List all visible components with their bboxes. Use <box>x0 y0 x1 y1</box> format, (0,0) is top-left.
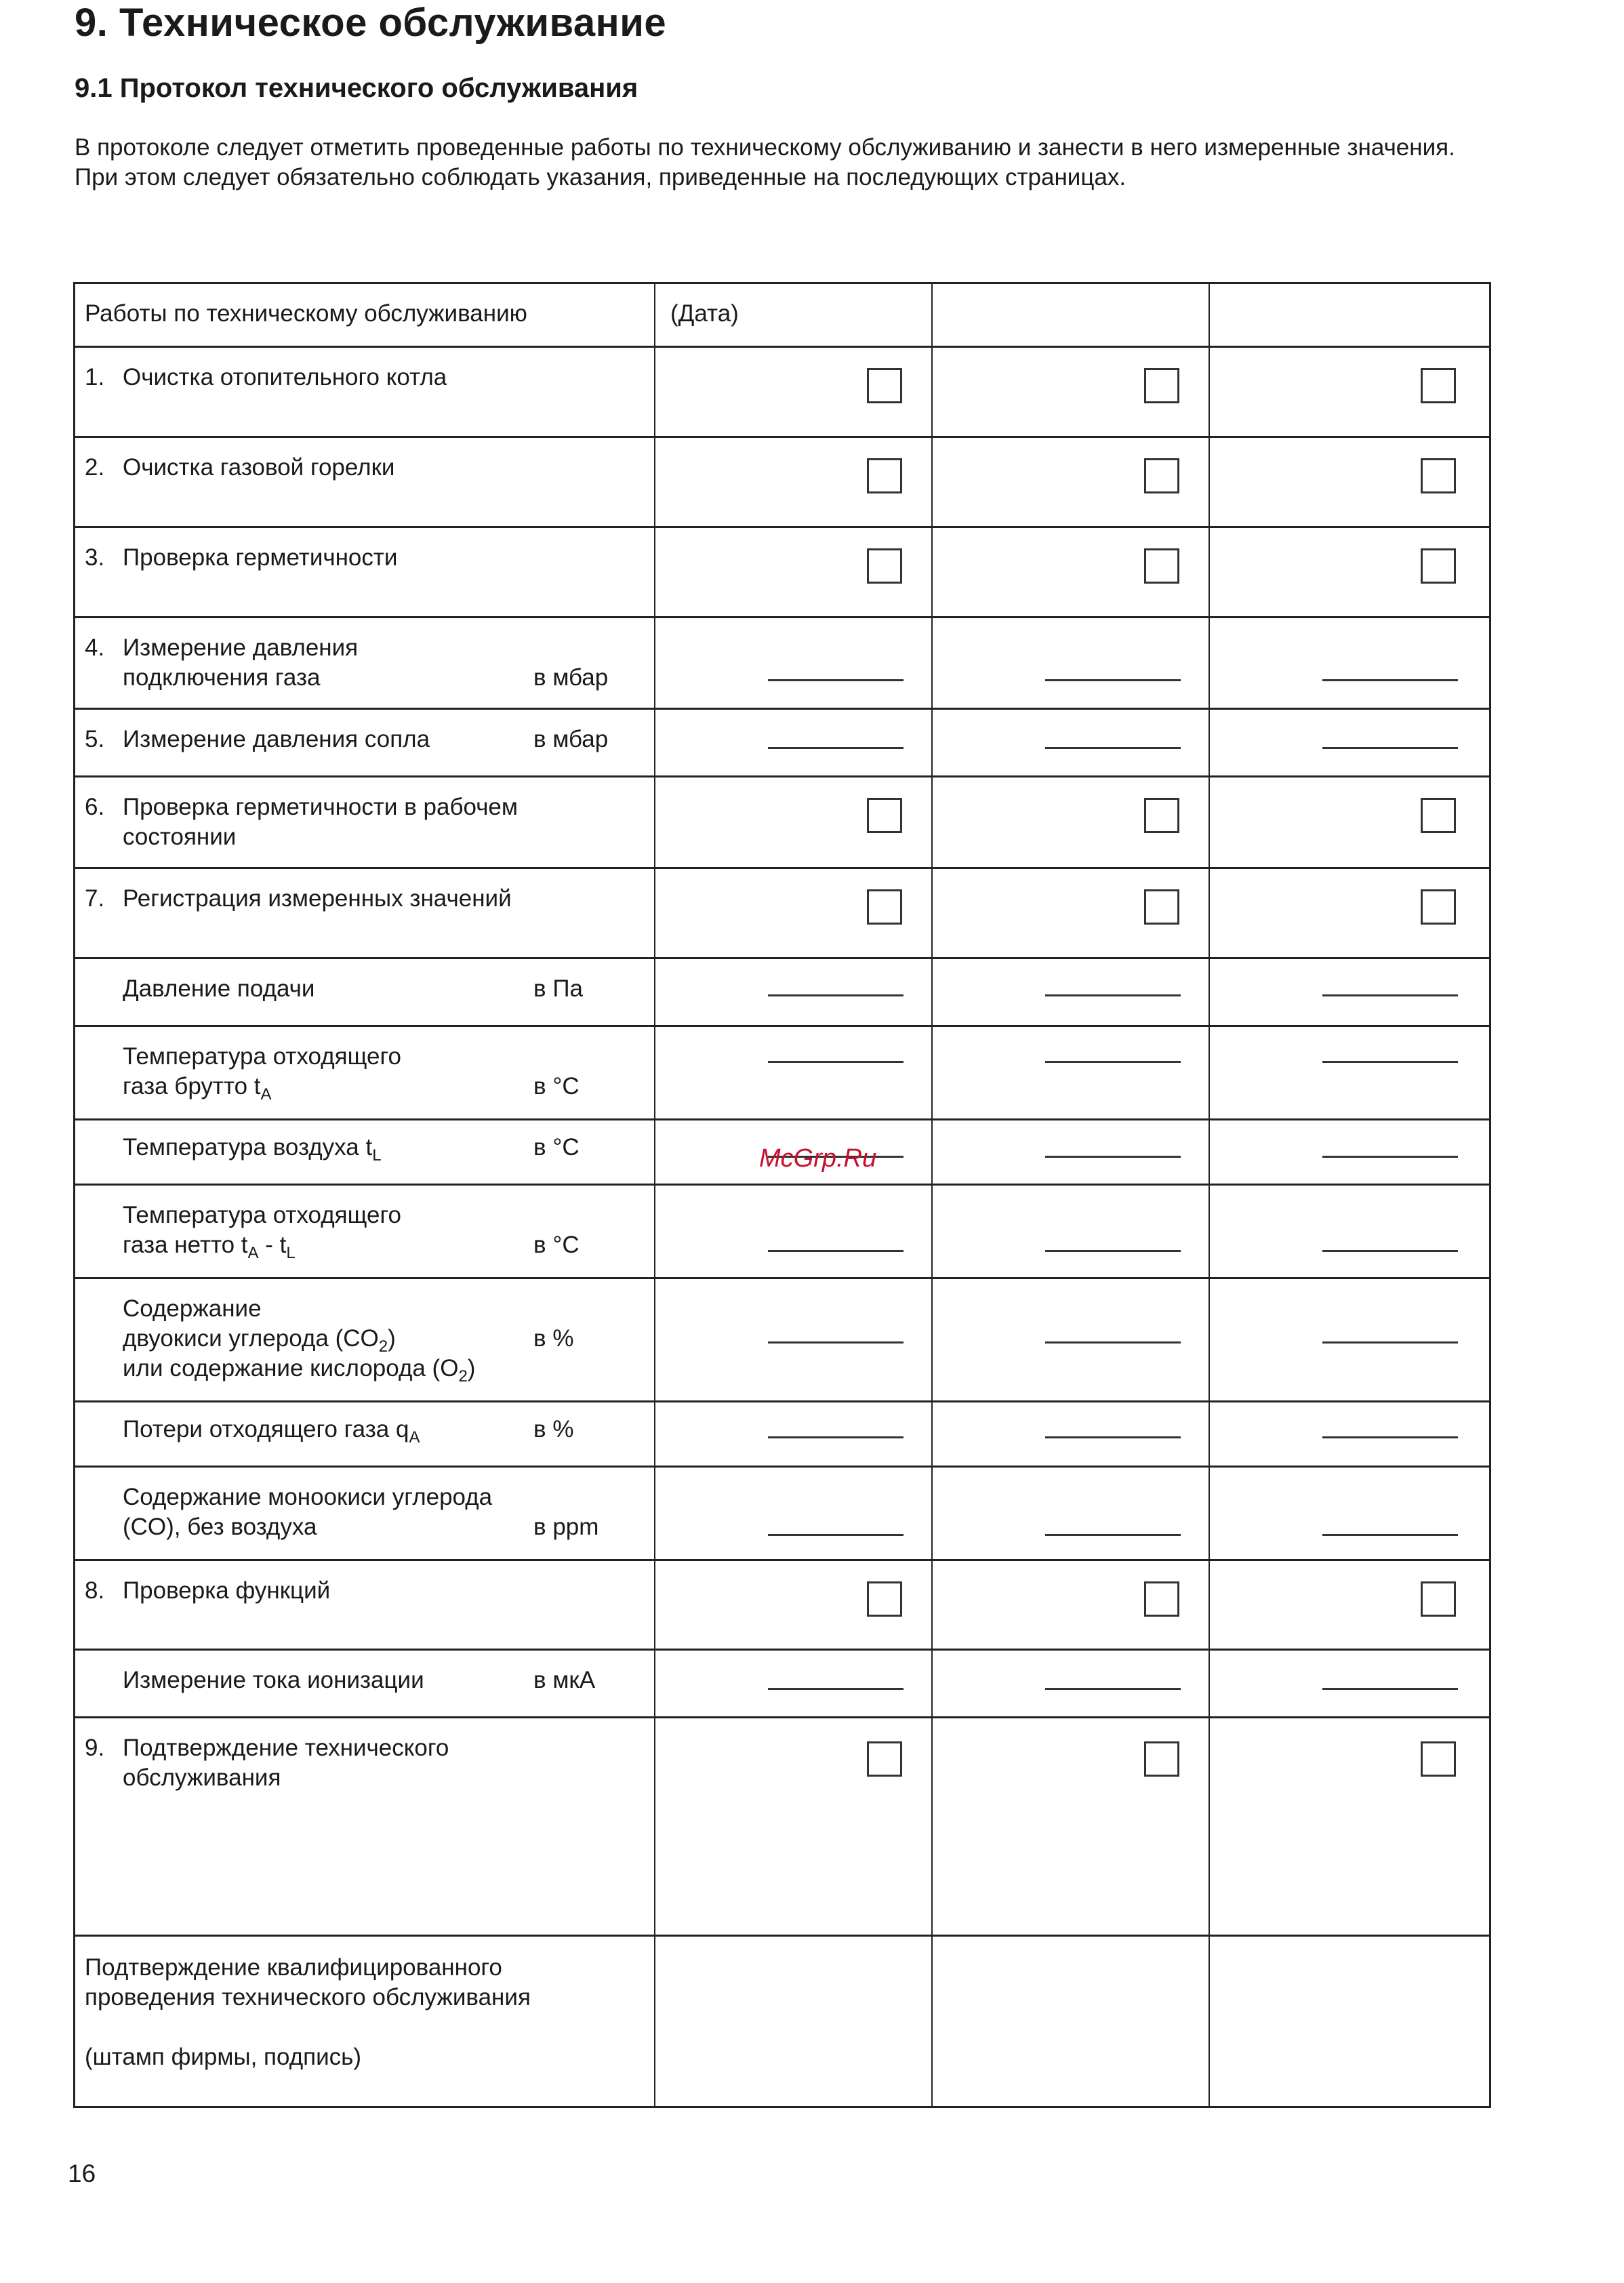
checkbox-visit-2[interactable] <box>1144 548 1179 584</box>
table-row <box>75 1402 1489 1468</box>
checkbox-visit-1[interactable] <box>867 1741 902 1777</box>
page-number: 16 <box>68 2160 96 2187</box>
table-row <box>75 618 1489 710</box>
checkbox-visit-3[interactable] <box>1421 368 1456 403</box>
table-row <box>75 777 1489 869</box>
unit-label: в °С <box>533 1232 580 1258</box>
row-label: Регистрация измеренных значений <box>123 885 512 912</box>
value-blank-visit-3[interactable] <box>1322 1534 1458 1536</box>
table-row: Содержание двуокиси углерода $(CO_2)$ или содержание кислорода $(O_2)$ в % <box>75 1279 1489 1402</box>
value-blank-visit-3[interactable] <box>1322 1341 1458 1343</box>
unit-label: в мкА <box>533 1667 596 1693</box>
row-label-line-2: (CO), без воздуха <box>123 1514 317 1540</box>
checkbox-visit-1[interactable] <box>867 548 902 584</box>
checkbox-visit-3[interactable] <box>1421 1741 1456 1777</box>
value-blank-visit-3[interactable] <box>1322 1061 1458 1063</box>
checkbox-visit-3[interactable] <box>1421 458 1456 493</box>
table-row <box>75 1561 1489 1651</box>
value-blank-visit-2[interactable] <box>1045 1341 1181 1343</box>
value-blank-visit-2[interactable] <box>1045 1061 1181 1063</box>
intro-paragraph-2: При этом следует обязательно соблюдать указания, приведенные на последующих страницах. <box>75 164 1126 190</box>
checkbox-visit-2[interactable] <box>1144 889 1179 925</box>
row-number: 5. <box>85 726 105 752</box>
unit-label: в % <box>533 1325 574 1352</box>
value-blank-visit-3[interactable] <box>1322 679 1458 681</box>
row-number: 1. <box>85 364 105 390</box>
value-blank-visit-3[interactable] <box>1322 1436 1458 1438</box>
value-blank-visit-2[interactable] <box>1045 1534 1181 1536</box>
table-row <box>75 438 1489 528</box>
value-blank-visit-2[interactable] <box>1045 1156 1181 1158</box>
unit-label: в ppm <box>533 1514 599 1540</box>
value-blank-visit-1[interactable] <box>768 747 904 749</box>
row-label: Подтверждение технического <box>123 1735 449 1761</box>
row-label: Температура отходящего <box>123 1043 401 1070</box>
table-row <box>75 1468 1489 1561</box>
row-number: 2. <box>85 454 105 481</box>
confirm-line-2: проведения технического обслуживания <box>85 1984 531 2011</box>
confirm-line-1: Подтверждение квалифицированного <box>85 1954 502 1981</box>
row-label-line-2: обслуживания <box>123 1764 281 1791</box>
value-blank-visit-2[interactable] <box>1045 747 1181 749</box>
row-number: 7. <box>85 885 105 912</box>
checkbox-visit-2[interactable] <box>1144 458 1179 493</box>
subscript: A <box>247 1244 259 1262</box>
row-label: Температура отходящего <box>123 1202 401 1228</box>
value-blank-visit-2[interactable] <box>1045 1688 1181 1690</box>
checkbox-visit-2[interactable] <box>1144 1741 1179 1777</box>
value-blank-visit-1[interactable] <box>768 1061 904 1063</box>
value-blank-visit-3[interactable] <box>1322 1250 1458 1252</box>
value-blank-visit-1[interactable] <box>768 1436 904 1438</box>
section-title: 9. Техническое обслуживание <box>75 1 667 45</box>
value-blank-visit-1[interactable] <box>768 679 904 681</box>
value-blank-visit-1[interactable] <box>768 1534 904 1536</box>
maintenance-protocol-table <box>73 282 1491 2108</box>
subscript: L <box>286 1244 296 1262</box>
value-blank-visit-2[interactable] <box>1045 1250 1181 1252</box>
row-label: Проверка функций <box>123 1577 331 1604</box>
checkbox-visit-1[interactable] <box>867 1581 902 1617</box>
row-label: Очистка отопительного котла <box>123 364 447 390</box>
unit-label: в мбар <box>533 664 609 691</box>
value-blank-visit-3[interactable] <box>1322 1156 1458 1158</box>
subscript: A <box>409 1428 420 1447</box>
confirm-stamp-hint: (штамп фирмы, подпись) <box>85 2044 362 2070</box>
intro-text <box>75 133 1511 193</box>
row-number: 4. <box>85 634 105 661</box>
table-row <box>75 1186 1489 1279</box>
checkbox-visit-2[interactable] <box>1144 368 1179 403</box>
checkbox-visit-3[interactable] <box>1421 798 1456 833</box>
table-row <box>75 348 1489 438</box>
row-label-mid: - t <box>258 1232 287 1258</box>
value-blank-visit-1[interactable] <box>768 994 904 996</box>
checkbox-visit-1[interactable] <box>867 889 902 925</box>
row-label: Измерение давления <box>123 634 359 661</box>
row-label: Очистка газовой горелки <box>123 454 395 481</box>
checkbox-visit-1[interactable] <box>867 458 902 493</box>
row-label-line-2: двуокиси углерода (CO <box>123 1325 379 1352</box>
row-label: Давление подачи <box>123 975 315 1002</box>
watermark: McGrp.Ru <box>759 1144 877 1173</box>
row-label: Температура воздуха t <box>123 1134 373 1160</box>
unit-label: в мбар <box>533 726 609 752</box>
row-number: 8. <box>85 1577 105 1604</box>
value-blank-visit-3[interactable] <box>1322 1688 1458 1690</box>
row-number: 3. <box>85 544 105 571</box>
row-label-line-2: состоянии <box>123 824 237 850</box>
value-blank-visit-1[interactable] <box>768 1250 904 1252</box>
subsection-title: 9.1 Протокол технического обслуживания <box>75 73 638 103</box>
subscript: 2 <box>458 1367 468 1386</box>
value-blank-visit-1[interactable] <box>768 1341 904 1343</box>
row-label-line-2: газа нетто t <box>123 1232 248 1258</box>
row-label: Измерение тока ионизации <box>123 1667 424 1693</box>
checkbox-visit-3[interactable] <box>1421 548 1456 584</box>
subscript: A <box>260 1085 272 1104</box>
checkbox-visit-2[interactable] <box>1144 1581 1179 1617</box>
unit-label: в °С <box>533 1134 580 1160</box>
value-blank-visit-3[interactable] <box>1322 994 1458 996</box>
table-row <box>75 869 1489 959</box>
table-row <box>75 959 1489 1027</box>
value-blank-visit-1[interactable] <box>768 1688 904 1690</box>
intro-paragraph-1: В протоколе следует отметить проведенные работы по техническому обслуживанию и занести в него измеренные значения. <box>75 134 1455 161</box>
unit-label: в °С <box>533 1073 580 1099</box>
row-label: Потери отходящего газа q <box>123 1416 409 1442</box>
table-row <box>75 710 1489 777</box>
confirmation-row <box>75 1937 1489 2106</box>
table-row <box>75 528 1489 618</box>
checkbox-visit-1[interactable] <box>867 368 902 403</box>
row-label-line-3: или содержание кислорода (O <box>123 1355 459 1381</box>
row-label: Проверка герметичности <box>123 544 398 571</box>
subscript: 2 <box>378 1337 388 1356</box>
table-row <box>75 1651 1489 1718</box>
value-blank-visit-2[interactable] <box>1045 679 1181 681</box>
row-label-line-2: подключения газа <box>123 664 321 691</box>
checkbox-visit-3[interactable] <box>1421 889 1456 925</box>
checkbox-visit-1[interactable] <box>867 798 902 833</box>
checkbox-visit-2[interactable] <box>1144 798 1179 833</box>
row-number: 6. <box>85 794 105 820</box>
row-label-line-2: газа брутто t <box>123 1073 261 1099</box>
header-work: Работы по техническому обслуживанию <box>85 300 527 327</box>
row-label: Содержание моноокиси углерода <box>123 1484 493 1510</box>
unit-label: в % <box>533 1416 574 1442</box>
row-label: Проверка герметичности в рабочем <box>123 794 518 820</box>
value-blank-visit-2[interactable] <box>1045 994 1181 996</box>
row-label: Содержание <box>123 1295 262 1322</box>
table-row <box>75 1718 1489 1937</box>
value-blank-visit-2[interactable] <box>1045 1436 1181 1438</box>
table-header-row <box>75 284 1489 348</box>
row-number: 9. <box>85 1735 105 1761</box>
table-row <box>75 1027 1489 1120</box>
value-blank-visit-3[interactable] <box>1322 747 1458 749</box>
header-date: (Дата) <box>670 300 739 327</box>
checkbox-visit-3[interactable] <box>1421 1581 1456 1617</box>
subscript: L <box>372 1146 382 1165</box>
row-label: Измерение давления сопла <box>123 726 430 752</box>
unit-label: в Па <box>533 975 583 1002</box>
